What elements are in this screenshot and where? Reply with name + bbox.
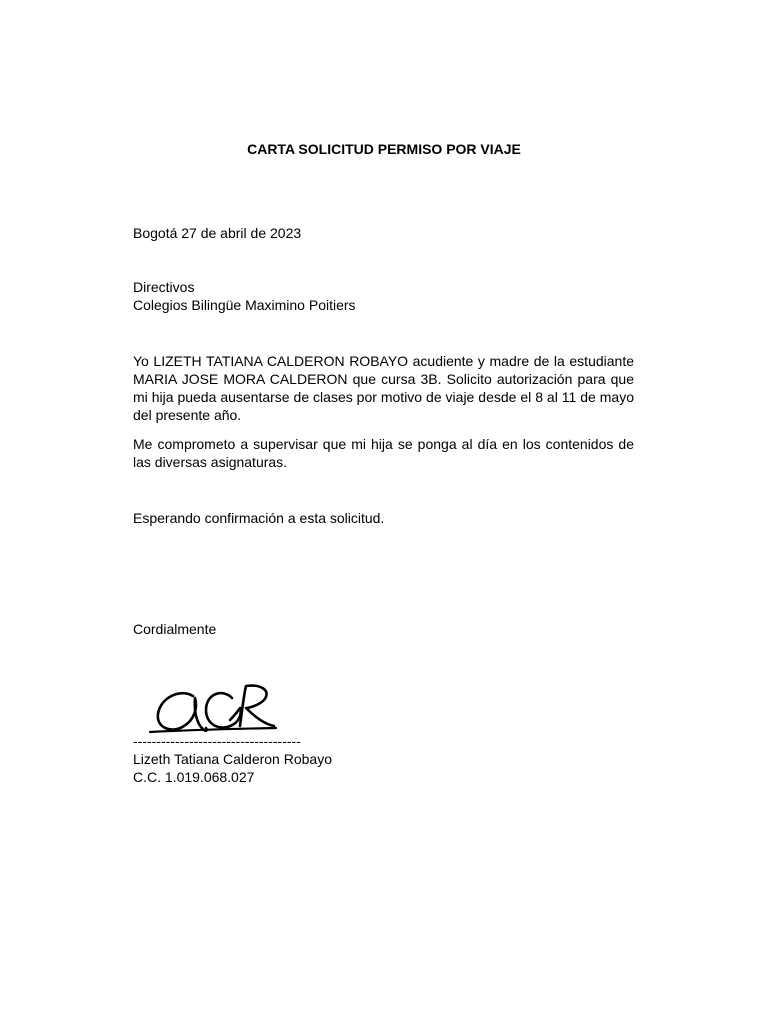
body-paragraph-1: Yo LIZETH TATIANA CALDERON ROBAYO acudiente y madre de la estudiante MARIA JOSE MORA CALDERON que cursa 3B. Solicito autorización para que mi hija pueda ausentarse de clases por motivo de viaje desde el 8 al 11 de mayo del presente año. [133,353,634,423]
body-paragraph-2: Me comprometo a supervisar que mi hija se ponga al día en los contenidos de las diversas asignaturas. [133,436,634,470]
signer-name: Lizeth Tatiana Calderon Robayo [133,751,332,767]
date-line: Bogotá 27 de abril de 2023 [133,225,302,241]
valediction: Cordialmente [133,621,217,637]
closing-request: Esperando confirmación a esta solicitud. [133,510,385,526]
recipient-line-1: Directivos [133,279,195,295]
handwritten-signature [148,680,278,740]
signer-id: C.C. 1.019.068.027 [133,769,255,785]
signature-line: ------------------------------------ [133,733,301,749]
letter-title: CARTA SOLICITUD PERMISO POR VIAJE [247,141,521,157]
recipient-line-2: Colegios Bilingüe Maximino Poitiers [133,297,356,313]
